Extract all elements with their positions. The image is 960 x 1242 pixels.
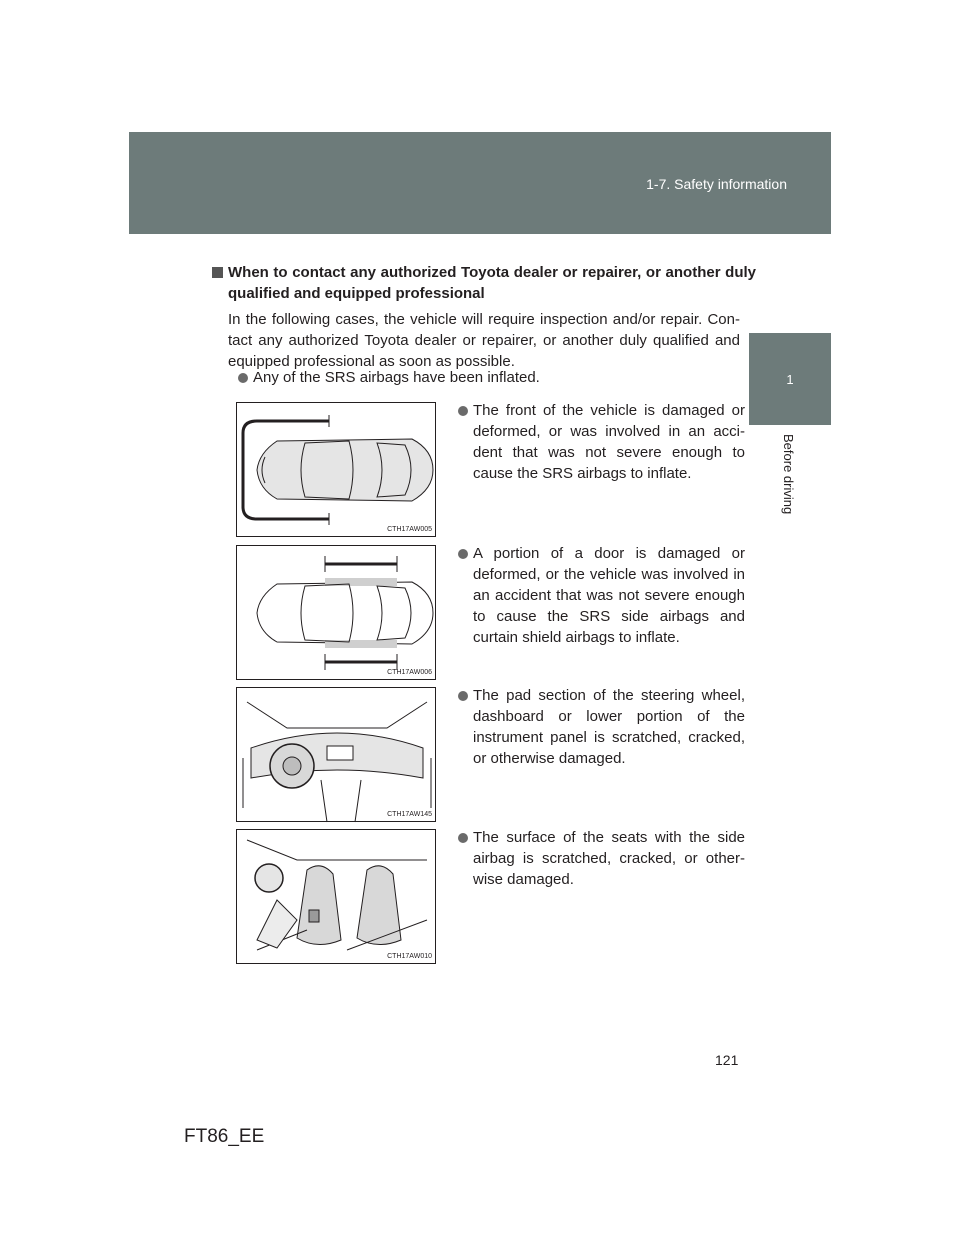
bullet-text: The front of the vehicle is damaged or deformed, or was involved in an acci-dent that was not severe enough to cause the SRS airbags to inflate.: [473, 402, 745, 482]
figure-code: CTH17AW006: [387, 669, 432, 676]
document-code: FT86_EE: [184, 1126, 265, 1147]
figure-code: CTH17AW005: [387, 526, 432, 533]
bullet-dashboard-damage: [458, 685, 745, 769]
bullet-text: The surface of the seats with the side airbag is scratched, cracked, or other-wise damaged.: [473, 829, 745, 888]
figure-dashboard-damage: [236, 687, 436, 822]
chapter-number: 1: [786, 371, 794, 387]
bullet-airbags-inflated: [238, 367, 753, 388]
car-top-view-front-icon: [237, 403, 437, 538]
chapter-tab[interactable]: [749, 333, 831, 425]
round-bullet-icon: [238, 373, 248, 383]
car-top-view-side-icon: [237, 546, 437, 681]
header-band: [129, 132, 831, 234]
figure-code: CTH17AW145: [387, 811, 432, 818]
bullet-text: A portion of a door is damaged or deformed, or the vehicle was involved in an accident that was not severe enough to cause the SRS side airbags and curtain shield airbags to inflate.: [473, 545, 745, 646]
section-title: 1-7. Safety information: [646, 176, 787, 192]
round-bullet-icon: [458, 406, 468, 416]
round-bullet-icon: [458, 691, 468, 701]
bullet-text: Any of the SRS airbags have been inflated.: [253, 369, 540, 386]
figure-seat-damage: [236, 829, 436, 964]
chapter-label: Before driving: [781, 434, 796, 515]
figure-code: CTH17AW010: [387, 953, 432, 960]
square-bullet-icon: [212, 267, 223, 278]
bullet-front-damage: [458, 400, 745, 484]
page-number: 121: [715, 1052, 739, 1068]
chapter-label-container: [780, 434, 800, 564]
dashboard-illustration-icon: [237, 688, 437, 823]
section-heading: [212, 262, 756, 304]
seats-illustration-icon: [237, 830, 437, 965]
figure-front-damage: [236, 402, 436, 537]
intro-paragraph: In the following cases, the vehicle will require inspection and/or repair. Con-tact any authorized Toyota dealer or repairer, or another duly qualified and equipped professional as soon as possible.: [228, 311, 740, 370]
heading-text: When to contact any authorized Toyota dealer or repairer, or another duly qualified and equipped professional: [228, 264, 756, 302]
bullet-door-damage: [458, 543, 745, 648]
figure-door-damage: [236, 545, 436, 680]
bullet-text: The pad section of the steering wheel, dashboard or lower portion of the instrument panel is scratched, cracked, or otherwise damaged.: [473, 687, 745, 767]
bullet-seat-damage: [458, 827, 745, 890]
round-bullet-icon: [458, 549, 468, 559]
round-bullet-icon: [458, 833, 468, 843]
